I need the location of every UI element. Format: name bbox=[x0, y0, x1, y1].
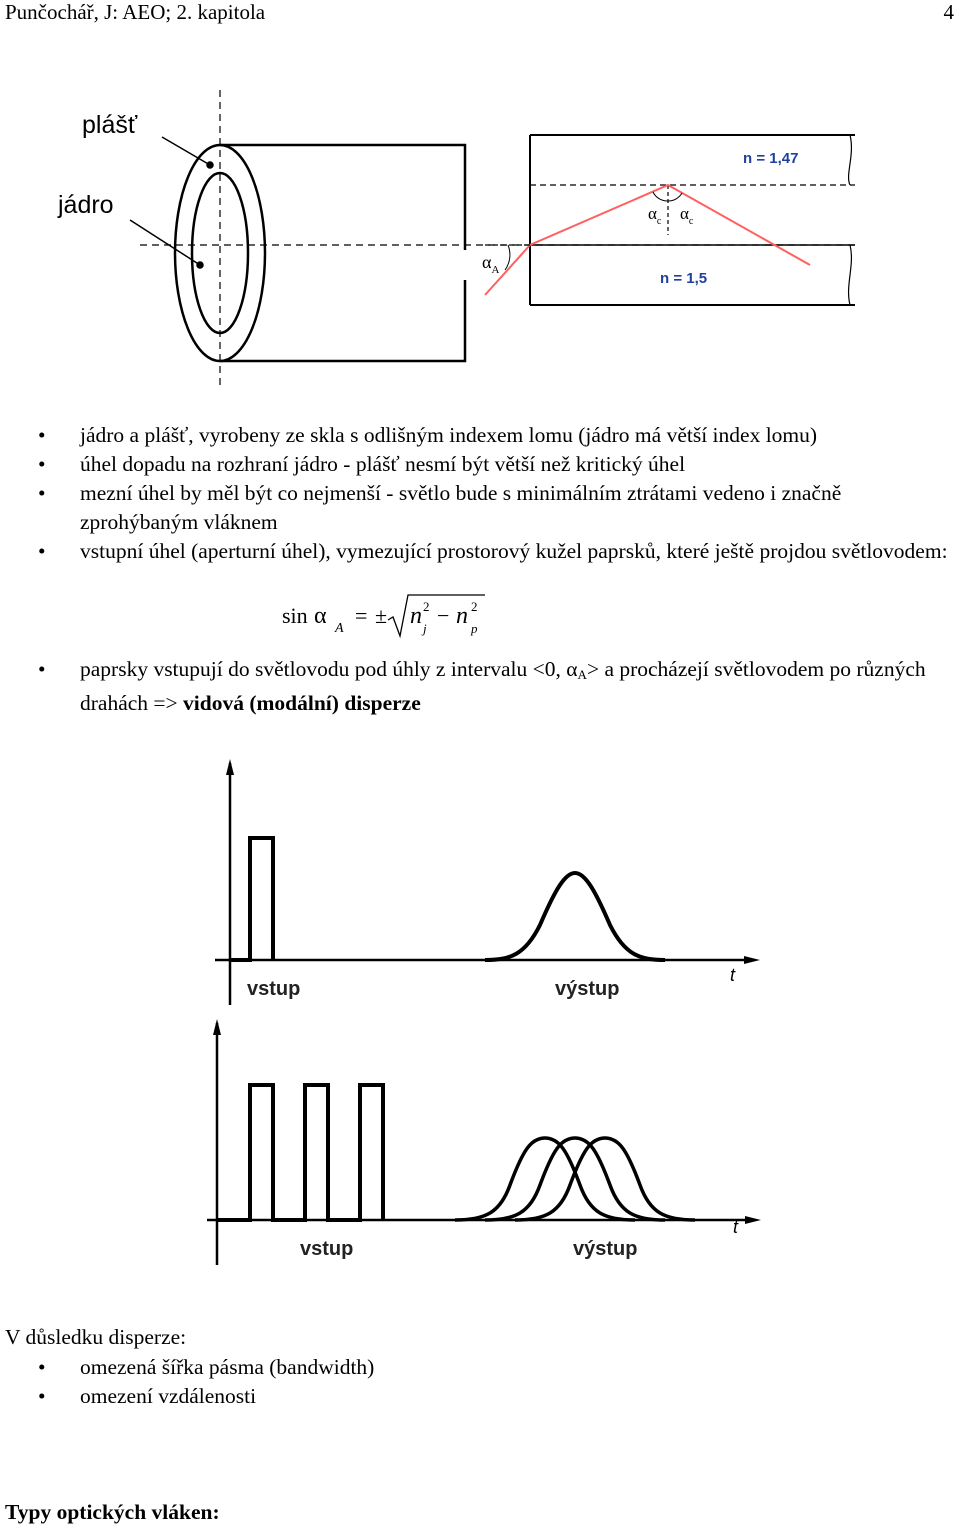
consequence-intro: V důsledku disperze: bbox=[5, 1325, 187, 1349]
input-pulses bbox=[217, 1085, 383, 1220]
list-item: • omezení vzdálenosti bbox=[0, 1382, 960, 1411]
list-item: • paprsky vstupují do světlovodu pod úhly z intervalu <0, $\alpha_A> a$ procházejí světlovodem po různých drahách => vidová (modální) disperze bbox=[0, 655, 960, 718]
input-label: vstup bbox=[300, 1238, 354, 1260]
fiber-cylinder bbox=[175, 145, 465, 361]
svg-text:2: 2 bbox=[471, 599, 478, 614]
dispersion-bullet bbox=[0, 655, 960, 718]
y-axis-arrow bbox=[226, 759, 234, 775]
input-label: vstup bbox=[247, 978, 301, 1000]
t-axis-label: t bbox=[733, 1217, 739, 1237]
svg-text:±: ± bbox=[375, 603, 388, 628]
n-cladding-label: n = 1,47 bbox=[743, 150, 799, 167]
light-ray bbox=[485, 185, 810, 295]
alpha-c-right-label: $\alpha_c$ bbox=[680, 204, 694, 227]
x-axis-arrow bbox=[744, 956, 760, 964]
input-pulse bbox=[230, 838, 273, 960]
list-item: • mezní úhel by měl být co nejmenší - světlo bude s minimálním ztrátami vedeno i značně zprohýbaným vláknem bbox=[0, 479, 960, 537]
svg-text:=: = bbox=[355, 603, 368, 628]
n-core-label: n = 1,5 bbox=[660, 270, 708, 287]
svg-text:sin: sin bbox=[282, 603, 308, 628]
list-item: • vstupní úhel (aperturní úhel), vymezující prostorový kužel paprsků, které ještě projdou světlovodem: bbox=[0, 537, 960, 566]
svg-text:j: j bbox=[423, 621, 427, 636]
svg-text:A: A bbox=[335, 621, 344, 636]
fiber-bullets bbox=[0, 421, 960, 566]
section-heading: Typy optických vláken: bbox=[5, 1500, 220, 1524]
aperture-formula bbox=[280, 590, 500, 640]
alpha-a-label: $\alpha_A$ bbox=[482, 252, 500, 276]
t-axis-label: t bbox=[730, 965, 736, 985]
svg-text:2: 2 bbox=[423, 599, 430, 614]
x-axis-arrow bbox=[745, 1216, 761, 1224]
svg-text:n: n bbox=[456, 603, 468, 629]
output-pulse bbox=[485, 873, 665, 960]
pulse-figure-single bbox=[205, 755, 765, 1005]
alpha-c-left-label: $\alpha_c$ bbox=[648, 204, 662, 227]
svg-text:α: α bbox=[314, 603, 327, 629]
label-core: jádro bbox=[58, 191, 114, 219]
output-label: výstup bbox=[555, 978, 620, 1000]
fiber-figure bbox=[50, 85, 860, 395]
list-item: • omezená šířka pásma (bandwidth) bbox=[0, 1353, 960, 1382]
svg-text:−: − bbox=[437, 603, 450, 628]
svg-text:n: n bbox=[410, 603, 422, 629]
header-title: Punčochář, J: AEO; 2. kapitola bbox=[5, 0, 266, 24]
page-number: 4 bbox=[943, 0, 954, 24]
svg-text:p: p bbox=[471, 621, 478, 636]
list-item: • úhel dopadu na rozhraní jádro - plášť nesmí být větší než kritický úhel bbox=[0, 450, 960, 479]
list-item: • jádro a plášť, vyrobeny ze skla s odlišným indexem lomu (jádro má větší index lomu) bbox=[0, 421, 960, 450]
y-axis-arrow bbox=[213, 1019, 221, 1035]
consequence-bullets bbox=[0, 1353, 960, 1411]
output-label: výstup bbox=[573, 1238, 638, 1260]
page-header bbox=[0, 0, 960, 28]
pulse-figure-multi bbox=[205, 1015, 765, 1265]
label-cladding: plášť bbox=[82, 111, 138, 139]
